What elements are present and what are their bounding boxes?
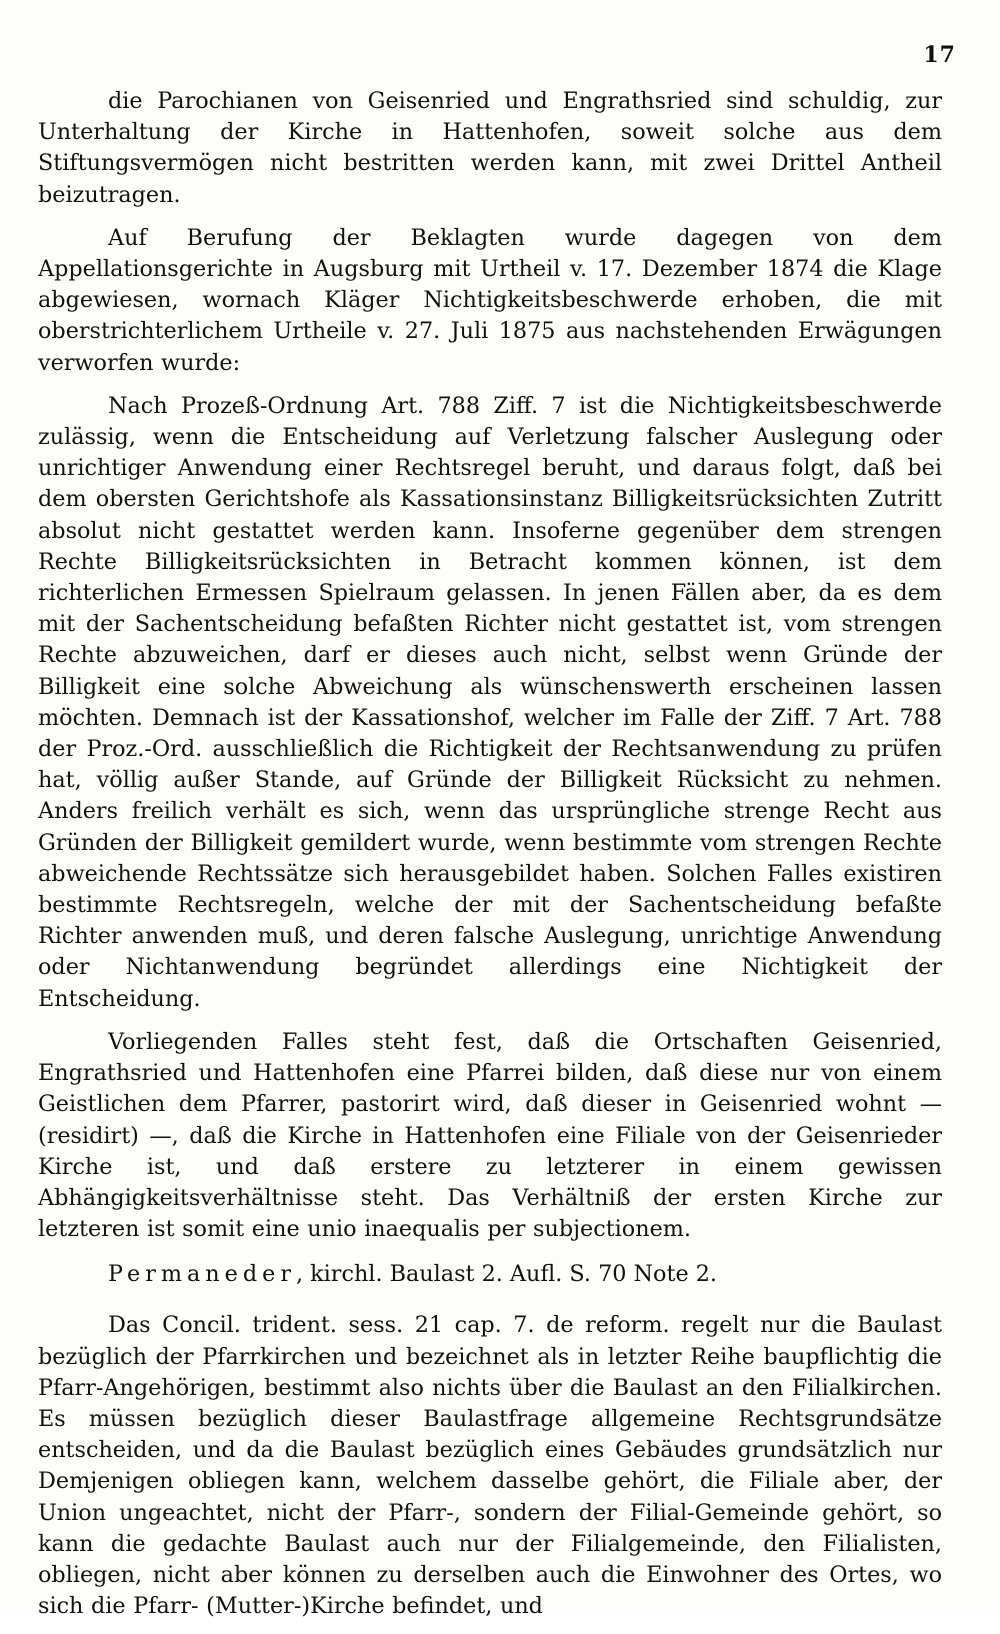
reference-author: Permaneder	[108, 1261, 296, 1288]
paragraph-legal-analysis: Nach Prozeß-Ordnung Art. 788 Ziff. 7 ist die Nichtigkeitsbeschwerde zulässig, wenn die Entscheidung auf Verletzung falscher Auslegung oder unrichtiger Anwendung einer Rechtsregel beruht, und daraus folgt, daß bei dem obersten Gerichtshofe als Kassationsinstanz Billigkeitsrücksichten Zutritt absolut nicht gestattet werden kann. Insoferne gegenüber dem strengen Rechte Billigkeitsrücksichten in Betracht kommen können, ist dem richterlichen Ermessen Spielraum gelassen. In jenen Fällen aber, da es dem mit der Sachentscheidung befaßten Richter nicht gestattet ist, vom strengen Rechte abzuweichen, darf er dieses auch nicht, selbst wenn Gründe der Billigkeit eine solche Abweichung als wünschenswerth erscheinen lassen möchten. Demnach ist der Kassationshof, welcher im Falle der Ziff. 7 Art. 788 der Proz.-Ord. ausschließlich die Richtigkeit der Rechtsanwendung zu prüfen hat, völlig außer Stande, auf Gründe der Billigkeit Rücksicht zu nehmen. Anders freilich verhält es sich, wenn das ursprüngliche strenge Recht aus Gründen der Billigkeit gemildert wurde, wenn bestimmte vom strengen Rechte abweichende Rechtssätze sich herausgebildet haben. Solchen Falles existiren bestimmte Rechtsregeln, welche der mit der Sachentscheidung befaßte Richter anwenden muß, und deren falsche Auslegung, unrichtige Anwendung oder Nichtanwendung begründet allerdings eine Nichtigkeit der Entscheidung.	[38, 392, 942, 1012]
paragraph-obligation: die Parochianen von Geisenried und Engrathsried sind schuldig, zur Unterhaltung der Kirche in Hattenhofen, soweit solche aus dem Stiftungsvermögen nicht bestritten werden kann, mit zwei Drittel Antheil beizutragen.	[38, 88, 942, 208]
paragraph-council: Das Concil. trident. sess. 21 cap. 7. de reform. regelt nur die Baulast bezüglich der Pfarrkirchen und bezeichnet als in letzter Reihe baupflichtig die Pfarr-Angehörigen, bestimmt also nichts über die Baulast an den Filialkirchen. Es müssen bezüglich dieser Baulastfrage allgemeine Rechtsgrundsätze entscheiden, und da die Baulast bezüglich eines Gebäudes grundsätzlich nur Demjenigen obliegen kann, welchem dasselbe gehört, die Filiale aber, der Union ungeachtet, nicht der Pfarr-, sondern der Filial-Gemeinde gehört, so kann die gedachte Baulast auch nur der Filialgemeinde, den Filialisten, obliegen, nicht aber können zu derselben auch die Einwohner des Ortes, wo sich die Pfarr- (Mutter-)Kirche befindet, und	[38, 1312, 942, 1620]
page-number: 17	[923, 42, 956, 68]
paragraph-facts: Vorliegenden Falles steht fest, daß die Ortschaften Geisenried, Engrathsried und Hattenhofen eine Pfarrei bilden, daß diese nur von einem Geistlichen dem Pfarrer, pastorirt wird, daß dieser in Geisenried wohnt — (residirt) —, daß die Kirche in Hattenhofen eine Filiale von der Geisenrieder Kirche ist, und daß erstere zu letzterer in einem gewissen Abhängigkeitsverhältnisse steht. Das Verhältniß der ersten Kirche zur letzteren ist somit eine unio inaequalis per subjectionem.	[38, 1028, 942, 1243]
paragraph-appeal: Auf Berufung der Beklagten wurde dagegen von dem Appellationsgerichte in Augsburg mit Urtheil v. 17. Dezember 1874 die Klage abgewiesen, wornach Kläger Nichtigkeitsbeschwerde erhoben, die mit oberstrichterlichem Urtheile v. 27. Juli 1875 aus nachstehenden Erwägungen verworfen wurde:	[38, 224, 942, 376]
document-body	[38, 86, 942, 1634]
literature-reference	[38, 1259, 942, 1290]
reference-citation: , kirchl. Baulast 2. Aufl. S. 70 Note 2.	[295, 1261, 718, 1288]
